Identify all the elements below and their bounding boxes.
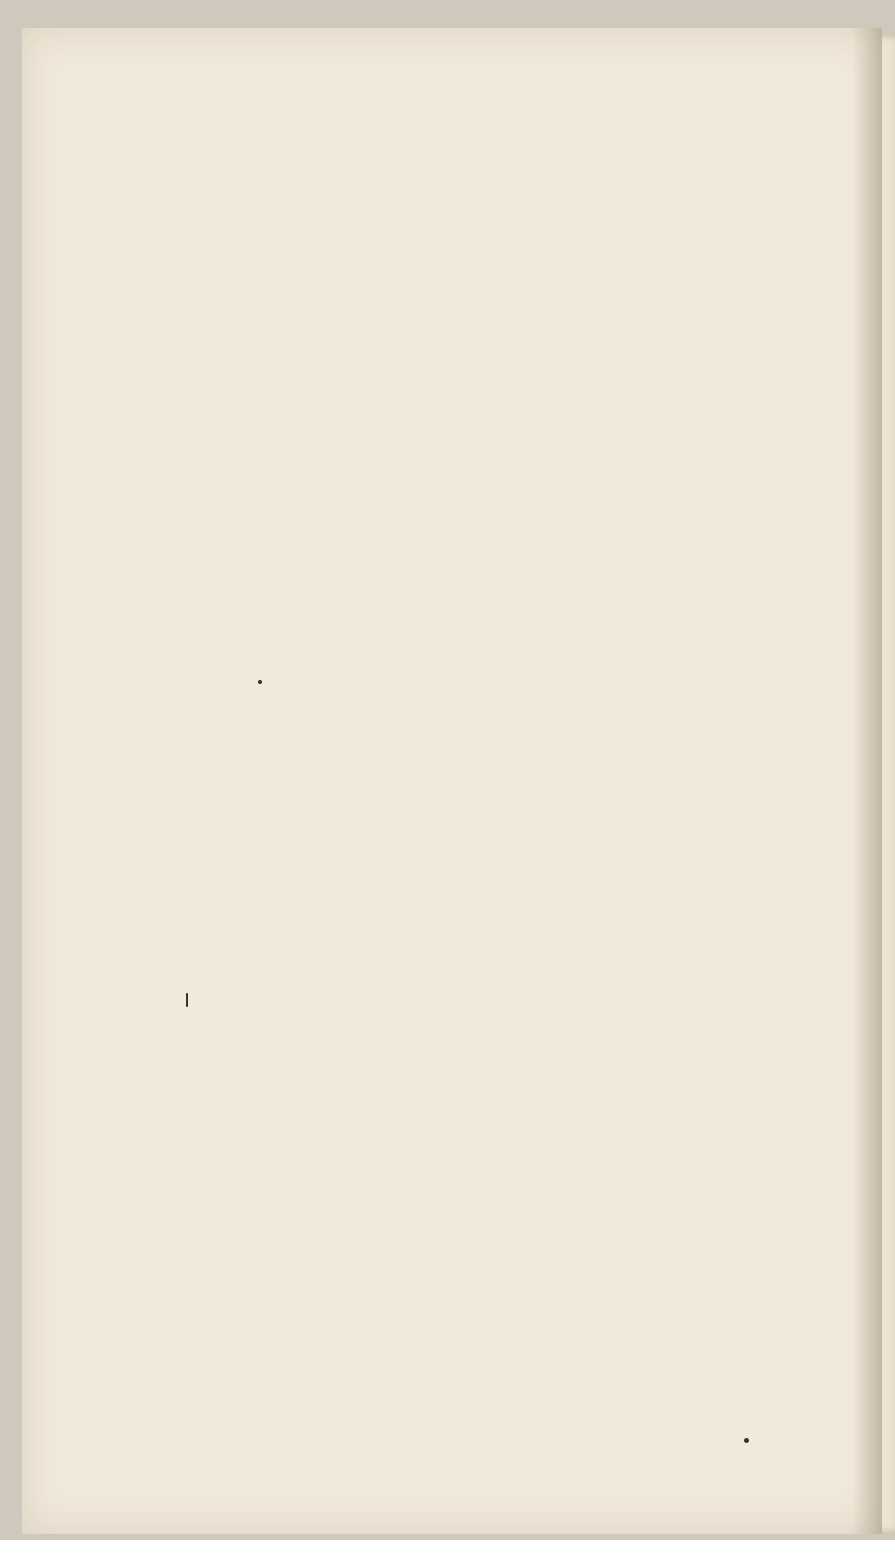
book-page <box>22 28 882 1534</box>
ink-speck <box>186 993 188 1007</box>
ink-speck <box>744 1438 749 1443</box>
ink-speck <box>258 680 262 684</box>
